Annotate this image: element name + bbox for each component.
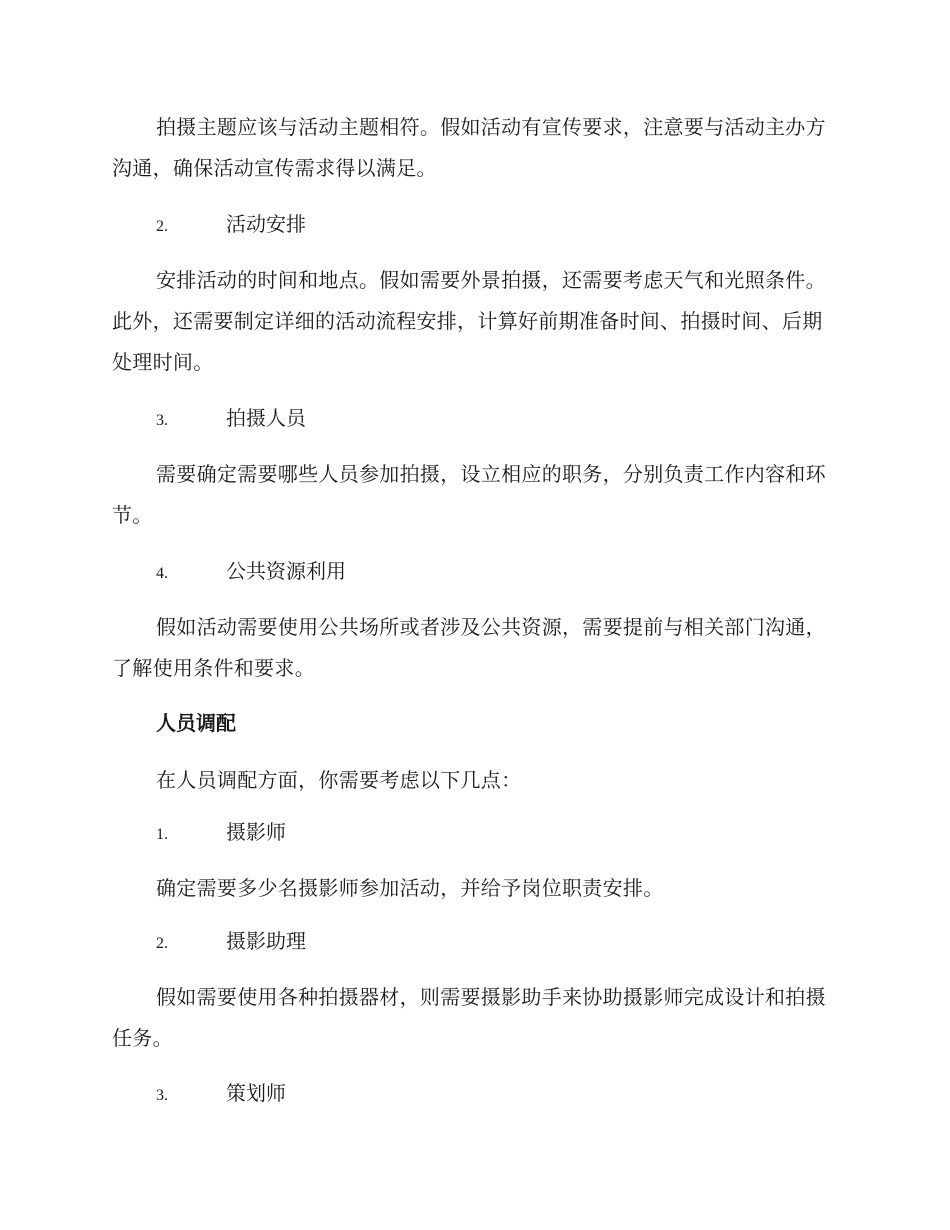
- paragraph-activity-arrangement: 安排活动的时间和地点。假如需要外景拍摄，还需要考虑天气和光照条件。此外，还需要制定详细的活动流程安排，计算好前期准备时间、拍摄时间、后期处理时间。: [112, 268, 826, 374]
- list-item-planner: [156, 1078, 756, 1111]
- list-item-public-resources: [156, 556, 756, 589]
- list-number: 2.: [156, 218, 168, 235]
- paragraph-photo-assistant: 假如需要使用各种拍摄器材，则需要摄影助手来协助摄影师完成设计和拍摄任务。: [112, 985, 826, 1050]
- section-heading-staff-allocation: 人员调配: [156, 711, 236, 735]
- list-label: 策划师: [226, 1081, 286, 1105]
- list-item-photographer: [156, 817, 756, 850]
- list-number: 4.: [156, 565, 168, 582]
- list-item-activity-arrangement: [156, 209, 756, 242]
- list-item-shooting-staff: [156, 403, 756, 436]
- paragraph-shooting-staff: 需要确定需要哪些人员参加拍摄，设立相应的职务，分别负责工作内容和环节。: [112, 462, 826, 527]
- list-number: 3.: [156, 1087, 168, 1104]
- list-label: 公共资源利用: [226, 559, 346, 583]
- paragraph-photographer: 确定需要多少名摄影师参加活动，并给予岗位职责安排。: [156, 876, 664, 900]
- paragraph-shooting-theme: 拍摄主题应该与活动主题相符。假如活动有宣传要求，注意要与活动主办方沟通，确保活动宣传需求得以满足。: [112, 115, 826, 180]
- list-number: 1.: [156, 826, 168, 843]
- paragraph-staff-intro: 在人员调配方面，你需要考虑以下几点：: [156, 768, 522, 792]
- list-label: 拍摄人员: [226, 406, 306, 430]
- paragraph-public-resources: 假如活动需要使用公共场所或者涉及公共资源，需要提前与相关部门沟通，了解使用条件和要求。: [112, 615, 826, 680]
- list-label: 活动安排: [226, 212, 306, 236]
- list-item-photo-assistant: [156, 926, 756, 959]
- list-number: 3.: [156, 412, 168, 429]
- list-label: 摄影师: [226, 820, 286, 844]
- list-label: 摄影助理: [226, 929, 306, 953]
- list-number: 2.: [156, 935, 168, 952]
